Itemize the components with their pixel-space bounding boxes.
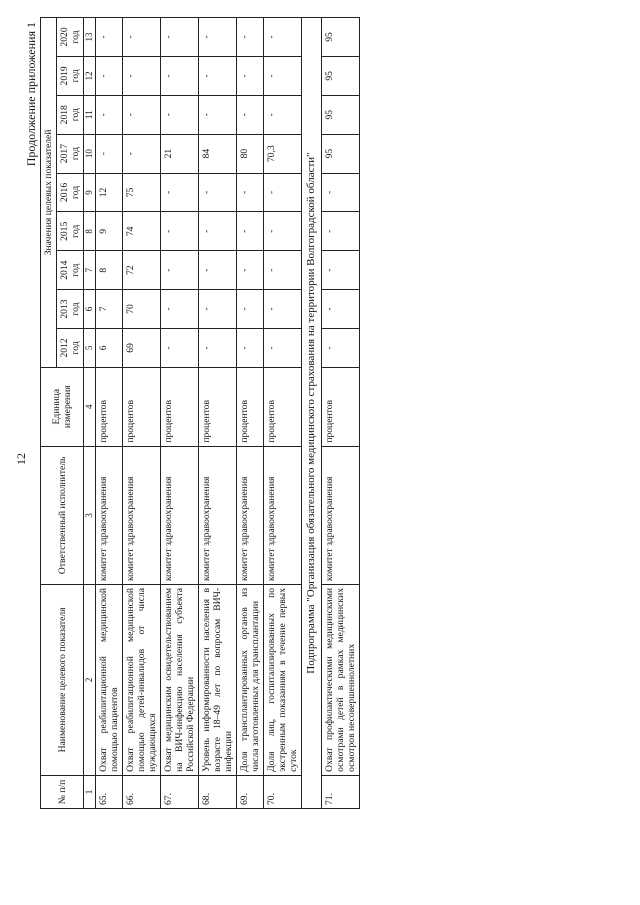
value-cell: - (264, 251, 302, 290)
value-cell: - (199, 328, 237, 367)
value-cell: - (161, 212, 199, 251)
value-cell: - (237, 56, 264, 95)
value-cell: - (322, 290, 360, 329)
row-number: 69. (237, 775, 264, 808)
header-year: 2018 год (57, 95, 84, 134)
value-cell: - (237, 18, 264, 57)
value-cell: 8 (96, 251, 123, 290)
column-index-cell: 7 (84, 251, 96, 290)
row-number: 70. (264, 775, 302, 808)
column-index-cell: 4 (84, 367, 96, 446)
value-cell: 80 (237, 134, 264, 173)
value-cell: - (264, 328, 302, 367)
value-cell: - (237, 173, 264, 212)
executor-cell: комитет здравоохранения (264, 446, 302, 584)
header-executor: Ответственный исполнитель (41, 446, 84, 584)
executor-cell: комитет здравоохранения (199, 446, 237, 584)
value-cell: - (96, 134, 123, 173)
executor-cell: комитет здравоохранения (161, 446, 199, 584)
indicator-name: Охват профилактическими медицинскими осмотрами детей в рамках медицинских осмотров несовершеннолетних (322, 584, 360, 775)
value-cell: - (264, 290, 302, 329)
header-name: Наименование целевого показателя (41, 584, 84, 775)
unit-cell: процентов (96, 367, 123, 446)
indicator-name: Охват медицинским освидетельствованием на ВИЧ-инфекцию населения субъекта Российской Федерации (161, 584, 199, 775)
executor-cell: комитет здравоохранения (237, 446, 264, 584)
row-number: 66. (123, 775, 161, 808)
unit-cell: процентов (322, 367, 360, 446)
header-year: 2017 год (57, 134, 84, 173)
value-cell: - (237, 328, 264, 367)
value-cell: - (161, 56, 199, 95)
indicator-name: Доля лиц, госпитализированных по экстренным показаниям в течение первых суток (264, 584, 302, 775)
value-cell: - (123, 95, 161, 134)
header-values-group: Значения целевых показателей (41, 18, 57, 368)
column-index-cell: 11 (84, 95, 96, 134)
value-cell: - (199, 212, 237, 251)
value-cell: 69 (123, 328, 161, 367)
table-row (161, 18, 199, 809)
table-row (322, 18, 360, 809)
row-number: 65. (96, 775, 123, 808)
column-index-cell: 9 (84, 173, 96, 212)
table-row (264, 18, 302, 809)
value-cell: - (199, 18, 237, 57)
value-cell: - (264, 18, 302, 57)
value-cell: - (237, 95, 264, 134)
executor-cell: комитет здравоохранения (322, 446, 360, 584)
unit-cell: процентов (264, 367, 302, 446)
value-cell: 84 (199, 134, 237, 173)
value-cell: - (96, 18, 123, 57)
value-cell: - (264, 212, 302, 251)
value-cell: 6 (96, 328, 123, 367)
column-index-cell: 1 (84, 775, 96, 808)
value-cell: - (123, 134, 161, 173)
value-cell: 75 (123, 173, 161, 212)
value-cell: - (96, 56, 123, 95)
value-cell: - (322, 328, 360, 367)
header-year: 2019 год (57, 56, 84, 95)
value-cell: 95 (322, 56, 360, 95)
table-row (96, 18, 123, 809)
column-index-cell: 8 (84, 212, 96, 251)
value-cell: - (199, 290, 237, 329)
value-cell: - (96, 95, 123, 134)
value-cell: - (264, 56, 302, 95)
value-cell: 70 (123, 290, 161, 329)
header-year: 2013 год (57, 290, 84, 329)
value-cell: 9 (96, 212, 123, 251)
value-cell: 7 (96, 290, 123, 329)
unit-cell: процентов (123, 367, 161, 446)
value-cell: 21 (161, 134, 199, 173)
value-cell: - (199, 56, 237, 95)
value-cell: - (123, 56, 161, 95)
indicator-name: Уровень информированности населения в возрасте 18–49 лет по вопросам ВИЧ-инфекции (199, 584, 237, 775)
header-year: 2016 год (57, 173, 84, 212)
value-cell: - (322, 251, 360, 290)
column-index-cell: 13 (84, 18, 96, 57)
row-number: 67. (161, 775, 199, 808)
value-cell: - (237, 290, 264, 329)
value-cell: - (322, 212, 360, 251)
value-cell: - (199, 251, 237, 290)
value-cell: 95 (322, 18, 360, 57)
header-year: 2020 год (57, 18, 84, 57)
value-cell: 74 (123, 212, 161, 251)
value-cell: - (161, 251, 199, 290)
value-cell: - (237, 212, 264, 251)
executor-cell: комитет здравоохранения (123, 446, 161, 584)
subprogram-row (302, 18, 322, 809)
row-number: 68. (199, 775, 237, 808)
column-index-cell: 2 (84, 584, 96, 775)
value-cell: - (237, 251, 264, 290)
value-cell: - (123, 18, 161, 57)
unit-cell: процентов (161, 367, 199, 446)
indicator-name: Охват реабилитационной медицинской помощью детей-инвалидов от числа нуждающихся (123, 584, 161, 775)
column-index-cell: 3 (84, 446, 96, 584)
value-cell: 72 (123, 251, 161, 290)
value-cell: - (161, 18, 199, 57)
header-unit: Единица измерения (41, 367, 84, 446)
value-cell: - (161, 95, 199, 134)
row-number: 71. (322, 775, 360, 808)
table-body (96, 18, 360, 809)
table-row (237, 18, 264, 809)
header-num: № п/п (41, 775, 84, 808)
value-cell: - (161, 290, 199, 329)
value-cell: - (264, 173, 302, 212)
header-year: 2012 год (57, 328, 84, 367)
value-cell: - (199, 173, 237, 212)
subprogram-title: Подпрограмма "Организация обязательного медицинского страхования на территории Волгоградской области" (302, 18, 322, 809)
unit-cell: процентов (199, 367, 237, 446)
value-cell: - (199, 95, 237, 134)
indicator-name: Доля трансплантированных органов из числа заготовленных для трансплантации (237, 584, 264, 775)
page-number: 12 (14, 453, 28, 465)
header-year: 2015 год (57, 212, 84, 251)
value-cell: - (264, 95, 302, 134)
value-cell: 12 (96, 173, 123, 212)
executor-cell: комитет здравоохранения (96, 446, 123, 584)
table-row (123, 18, 161, 809)
unit-cell: процентов (237, 367, 264, 446)
header-year: 2014 год (57, 251, 84, 290)
column-index-cell: 5 (84, 328, 96, 367)
header-row-1 (41, 18, 57, 809)
table-row (199, 18, 237, 809)
value-cell: - (322, 173, 360, 212)
column-index-row (84, 18, 96, 809)
column-index-cell: 6 (84, 290, 96, 329)
indicators-table (40, 17, 360, 809)
indicator-name: Охват реабилитационной медицинской помощью пациентов (96, 584, 123, 775)
value-cell: 95 (322, 95, 360, 134)
value-cell: - (161, 173, 199, 212)
value-cell: - (161, 328, 199, 367)
continuation-note: Продолжение приложения 1 (24, 22, 38, 167)
column-index-cell: 10 (84, 134, 96, 173)
value-cell: 95 (322, 134, 360, 173)
column-index-cell: 12 (84, 56, 96, 95)
value-cell: 70,3 (264, 134, 302, 173)
